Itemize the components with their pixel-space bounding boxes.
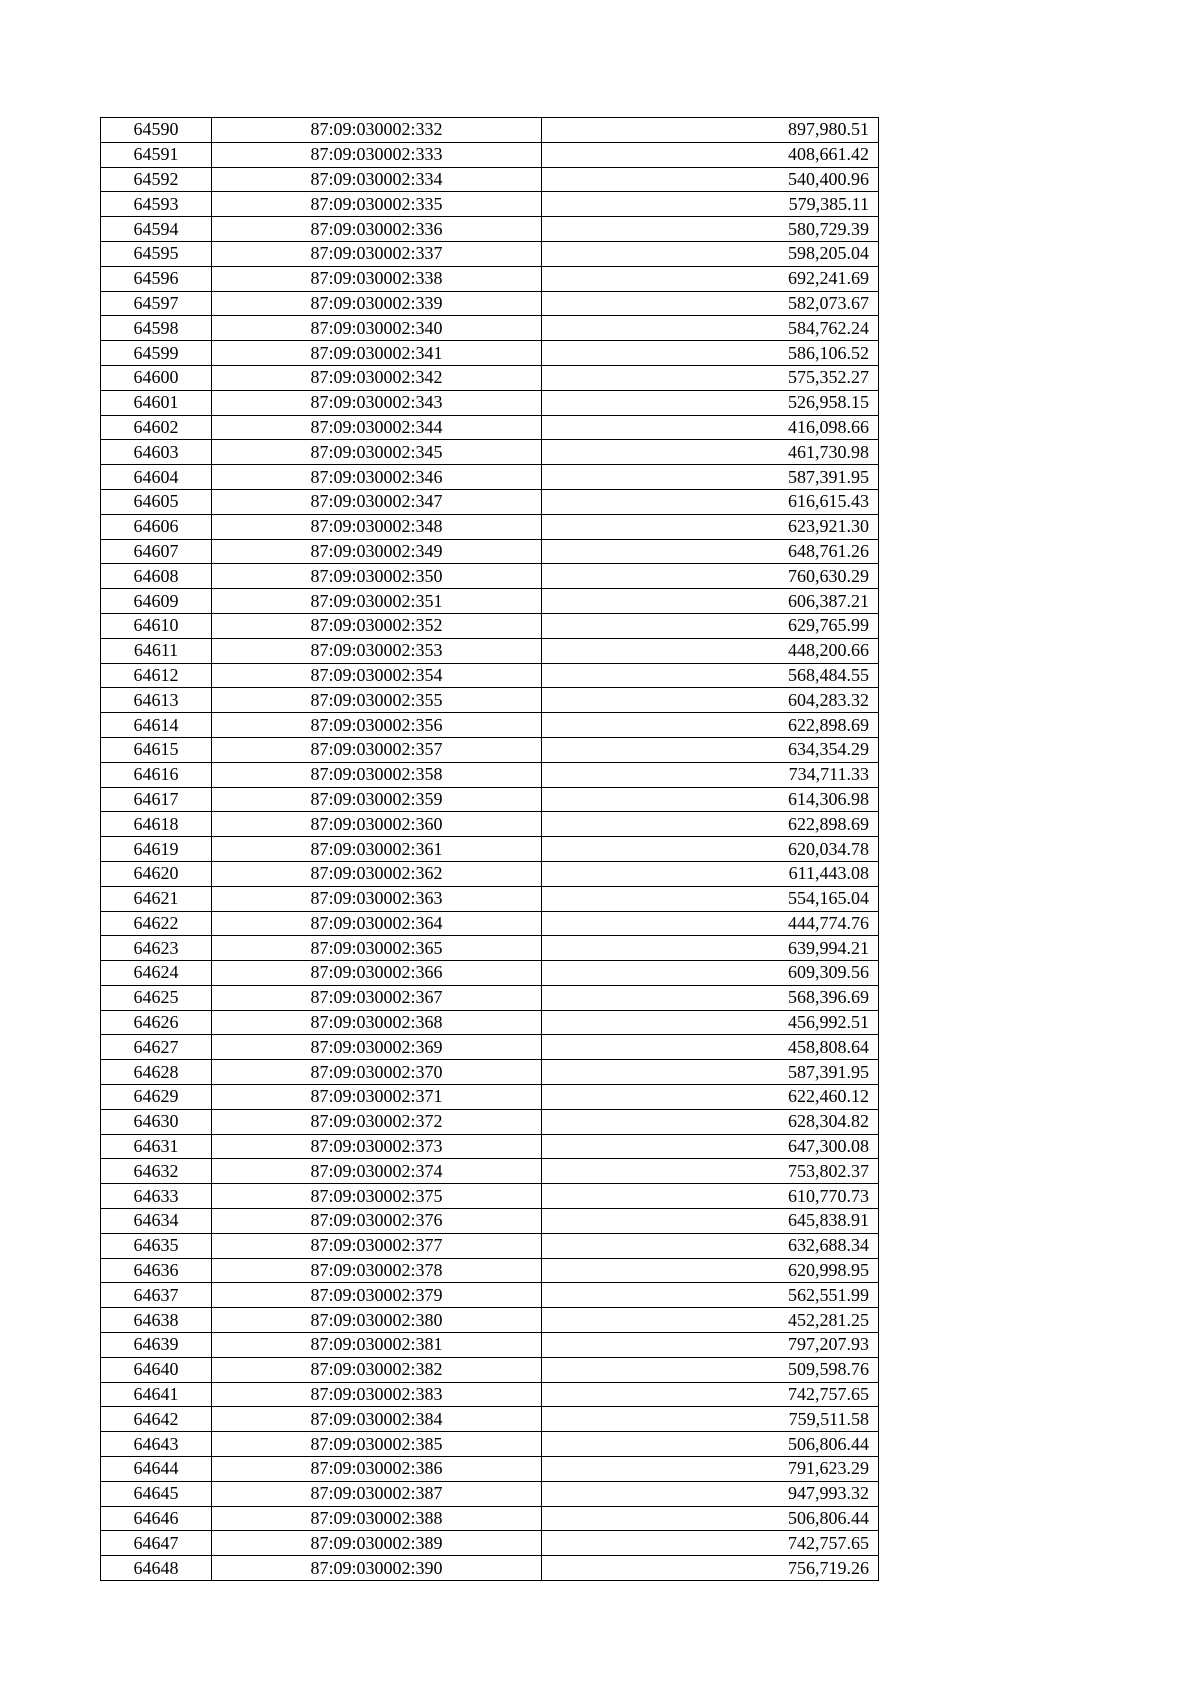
table-row [101,564,879,589]
value-cell: 639,994.21 [542,936,879,961]
table-row [101,440,879,465]
cadastral-number-cell: 87:09:030002:362 [212,861,542,886]
cadastral-number-cell: 87:09:030002:368 [212,1010,542,1035]
row-number-cell: 64601 [101,390,212,415]
row-number-cell: 64609 [101,589,212,614]
table-row [101,365,879,390]
value-cell: 742,757.65 [542,1382,879,1407]
table-row [101,291,879,316]
row-number-cell: 64619 [101,837,212,862]
table-row [101,1184,879,1209]
value-cell: 575,352.27 [542,365,879,390]
cadastral-number-cell: 87:09:030002:381 [212,1333,542,1358]
value-cell: 620,034.78 [542,837,879,862]
row-number-cell: 64604 [101,465,212,490]
value-cell: 622,898.69 [542,713,879,738]
cadastral-number-cell: 87:09:030002:354 [212,663,542,688]
value-cell: 540,400.96 [542,167,879,192]
row-number-cell: 64626 [101,1010,212,1035]
table-row [101,737,879,762]
table-row [101,1432,879,1457]
row-number-cell: 64647 [101,1531,212,1556]
cadastral-number-cell: 87:09:030002:371 [212,1085,542,1110]
cadastral-number-cell: 87:09:030002:382 [212,1357,542,1382]
value-cell: 506,806.44 [542,1432,879,1457]
row-number-cell: 64613 [101,688,212,713]
row-number-cell: 64643 [101,1432,212,1457]
cadastral-number-cell: 87:09:030002:352 [212,613,542,638]
value-cell: 753,802.37 [542,1159,879,1184]
row-number-cell: 64610 [101,613,212,638]
table-row [101,192,879,217]
table-row [101,787,879,812]
table-row [101,1258,879,1283]
cadastral-number-cell: 87:09:030002:386 [212,1457,542,1482]
table-row [101,1233,879,1258]
row-number-cell: 64603 [101,440,212,465]
row-number-cell: 64630 [101,1109,212,1134]
table-row [101,638,879,663]
value-cell: 734,711.33 [542,762,879,787]
cadastral-number-cell: 87:09:030002:363 [212,886,542,911]
cadastral-number-cell: 87:09:030002:389 [212,1531,542,1556]
row-number-cell: 64648 [101,1556,212,1581]
cadastral-number-cell: 87:09:030002:358 [212,762,542,787]
value-cell: 622,898.69 [542,812,879,837]
value-cell: 526,958.15 [542,390,879,415]
table-row [101,1556,879,1581]
cadastral-number-cell: 87:09:030002:339 [212,291,542,316]
table-row [101,762,879,787]
cadastral-number-cell: 87:09:030002:345 [212,440,542,465]
value-cell: 623,921.30 [542,514,879,539]
row-number-cell: 64620 [101,861,212,886]
row-number-cell: 64600 [101,365,212,390]
value-cell: 897,980.51 [542,118,879,143]
table-row [101,589,879,614]
row-number-cell: 64639 [101,1333,212,1358]
row-number-cell: 64621 [101,886,212,911]
table-row [101,390,879,415]
row-number-cell: 64635 [101,1233,212,1258]
row-number-cell: 64618 [101,812,212,837]
value-cell: 692,241.69 [542,266,879,291]
table-row [101,316,879,341]
cadastral-number-cell: 87:09:030002:376 [212,1209,542,1234]
cadastral-number-cell: 87:09:030002:383 [212,1382,542,1407]
cadastral-number-cell: 87:09:030002:375 [212,1184,542,1209]
value-cell: 760,630.29 [542,564,879,589]
value-cell: 647,300.08 [542,1134,879,1159]
cadastral-number-cell: 87:09:030002:361 [212,837,542,862]
cadastral-number-cell: 87:09:030002:346 [212,465,542,490]
table-row [101,241,879,266]
row-number-cell: 64612 [101,663,212,688]
row-number-cell: 64636 [101,1258,212,1283]
value-cell: 568,396.69 [542,985,879,1010]
value-cell: 610,770.73 [542,1184,879,1209]
row-number-cell: 64627 [101,1035,212,1060]
row-number-cell: 64628 [101,1060,212,1085]
row-number-cell: 64599 [101,341,212,366]
value-cell: 444,774.76 [542,911,879,936]
value-cell: 416,098.66 [542,415,879,440]
table-row [101,985,879,1010]
cadastral-number-cell: 87:09:030002:353 [212,638,542,663]
table-row [101,1506,879,1531]
value-cell: 797,207.93 [542,1333,879,1358]
table-row [101,514,879,539]
cadastral-number-cell: 87:09:030002:357 [212,737,542,762]
cadastral-number-cell: 87:09:030002:390 [212,1556,542,1581]
cadastral-number-cell: 87:09:030002:360 [212,812,542,837]
cadastral-number-cell: 87:09:030002:332 [212,118,542,143]
value-cell: 606,387.21 [542,589,879,614]
table-row [101,1010,879,1035]
cadastral-number-cell: 87:09:030002:350 [212,564,542,589]
value-cell: 509,598.76 [542,1357,879,1382]
row-number-cell: 64634 [101,1209,212,1234]
cadastral-number-cell: 87:09:030002:347 [212,489,542,514]
value-cell: 629,765.99 [542,613,879,638]
table-row [101,465,879,490]
table-row [101,1481,879,1506]
table-row [101,886,879,911]
value-cell: 408,661.42 [542,142,879,167]
table-row [101,911,879,936]
cadastral-number-cell: 87:09:030002:344 [212,415,542,440]
row-number-cell: 64596 [101,266,212,291]
row-number-cell: 64597 [101,291,212,316]
table-row [101,1060,879,1085]
row-number-cell: 64638 [101,1308,212,1333]
table-row [101,415,879,440]
table-row [101,1035,879,1060]
value-cell: 759,511.58 [542,1407,879,1432]
value-cell: 580,729.39 [542,217,879,242]
value-cell: 632,688.34 [542,1233,879,1258]
table-row [101,861,879,886]
row-number-cell: 64633 [101,1184,212,1209]
row-number-cell: 64592 [101,167,212,192]
value-cell: 620,998.95 [542,1258,879,1283]
table-row [101,1457,879,1482]
cadastral-number-cell: 87:09:030002:351 [212,589,542,614]
row-number-cell: 64598 [101,316,212,341]
cadastral-number-cell: 87:09:030002:342 [212,365,542,390]
value-cell: 609,309.56 [542,961,879,986]
table-row [101,812,879,837]
cadastral-number-cell: 87:09:030002:387 [212,1481,542,1506]
cadastral-number-cell: 87:09:030002:384 [212,1407,542,1432]
table-row [101,1407,879,1432]
value-cell: 448,200.66 [542,638,879,663]
value-cell: 616,615.43 [542,489,879,514]
cadastral-number-cell: 87:09:030002:333 [212,142,542,167]
table-row [101,118,879,143]
table-row [101,1308,879,1333]
table-row [101,663,879,688]
cadastral-number-cell: 87:09:030002:369 [212,1035,542,1060]
value-cell: 579,385.11 [542,192,879,217]
cadastral-number-cell: 87:09:030002:367 [212,985,542,1010]
value-cell: 947,993.32 [542,1481,879,1506]
row-number-cell: 64602 [101,415,212,440]
table-row [101,539,879,564]
table-row [101,1159,879,1184]
row-number-cell: 64641 [101,1382,212,1407]
cadastral-number-cell: 87:09:030002:380 [212,1308,542,1333]
row-number-cell: 64593 [101,192,212,217]
value-cell: 791,623.29 [542,1457,879,1482]
table-row [101,961,879,986]
cadastral-number-cell: 87:09:030002:385 [212,1432,542,1457]
cadastral-number-cell: 87:09:030002:355 [212,688,542,713]
value-cell: 584,762.24 [542,316,879,341]
cadastral-number-cell: 87:09:030002:338 [212,266,542,291]
row-number-cell: 64632 [101,1159,212,1184]
row-number-cell: 64595 [101,241,212,266]
value-cell: 756,719.26 [542,1556,879,1581]
value-cell: 554,165.04 [542,886,879,911]
value-cell: 614,306.98 [542,787,879,812]
table-row [101,1531,879,1556]
row-number-cell: 64606 [101,514,212,539]
value-cell: 458,808.64 [542,1035,879,1060]
value-cell: 568,484.55 [542,663,879,688]
cadastral-number-cell: 87:09:030002:377 [212,1233,542,1258]
value-cell: 456,992.51 [542,1010,879,1035]
cadastral-number-cell: 87:09:030002:343 [212,390,542,415]
table-row [101,217,879,242]
cadastral-number-cell: 87:09:030002:373 [212,1134,542,1159]
value-cell: 598,205.04 [542,241,879,266]
table-row [101,1085,879,1110]
row-number-cell: 64605 [101,489,212,514]
cadastral-number-cell: 87:09:030002:356 [212,713,542,738]
row-number-cell: 64623 [101,936,212,961]
row-number-cell: 64640 [101,1357,212,1382]
value-cell: 562,551.99 [542,1283,879,1308]
table-row [101,266,879,291]
row-number-cell: 64624 [101,961,212,986]
table-row [101,713,879,738]
value-cell: 611,443.08 [542,861,879,886]
value-cell: 586,106.52 [542,341,879,366]
value-cell: 742,757.65 [542,1531,879,1556]
row-number-cell: 64591 [101,142,212,167]
value-cell: 645,838.91 [542,1209,879,1234]
value-cell: 634,354.29 [542,737,879,762]
row-number-cell: 64646 [101,1506,212,1531]
table-body [101,118,879,1581]
row-number-cell: 64642 [101,1407,212,1432]
row-number-cell: 64617 [101,787,212,812]
value-cell: 628,304.82 [542,1109,879,1134]
row-number-cell: 64608 [101,564,212,589]
table-row [101,142,879,167]
cadastral-number-cell: 87:09:030002:348 [212,514,542,539]
table-row [101,1333,879,1358]
cadastral-number-cell: 87:09:030002:365 [212,936,542,961]
table-row [101,1109,879,1134]
cadastral-number-cell: 87:09:030002:335 [212,192,542,217]
value-cell: 452,281.25 [542,1308,879,1333]
table-row [101,936,879,961]
cadastral-value-table [100,117,879,1581]
table-row [101,837,879,862]
row-number-cell: 64611 [101,638,212,663]
row-number-cell: 64625 [101,985,212,1010]
row-number-cell: 64607 [101,539,212,564]
row-number-cell: 64590 [101,118,212,143]
cadastral-number-cell: 87:09:030002:388 [212,1506,542,1531]
table-row [101,167,879,192]
value-cell: 587,391.95 [542,465,879,490]
cadastral-number-cell: 87:09:030002:359 [212,787,542,812]
cadastral-number-cell: 87:09:030002:336 [212,217,542,242]
row-number-cell: 64594 [101,217,212,242]
row-number-cell: 64637 [101,1283,212,1308]
row-number-cell: 64622 [101,911,212,936]
table-row [101,1134,879,1159]
value-cell: 587,391.95 [542,1060,879,1085]
table-row [101,688,879,713]
row-number-cell: 64614 [101,713,212,738]
row-number-cell: 64644 [101,1457,212,1482]
value-cell: 506,806.44 [542,1506,879,1531]
cadastral-number-cell: 87:09:030002:374 [212,1159,542,1184]
table-row [101,613,879,638]
value-cell: 461,730.98 [542,440,879,465]
cadastral-number-cell: 87:09:030002:372 [212,1109,542,1134]
cadastral-number-cell: 87:09:030002:340 [212,316,542,341]
table-row [101,1283,879,1308]
cadastral-number-cell: 87:09:030002:334 [212,167,542,192]
row-number-cell: 64645 [101,1481,212,1506]
value-cell: 582,073.67 [542,291,879,316]
row-number-cell: 64629 [101,1085,212,1110]
cadastral-number-cell: 87:09:030002:379 [212,1283,542,1308]
table-row [101,1209,879,1234]
table-row [101,341,879,366]
cadastral-number-cell: 87:09:030002:349 [212,539,542,564]
value-cell: 604,283.32 [542,688,879,713]
cadastral-number-cell: 87:09:030002:366 [212,961,542,986]
row-number-cell: 64615 [101,737,212,762]
value-cell: 648,761.26 [542,539,879,564]
value-cell: 622,460.12 [542,1085,879,1110]
cadastral-number-cell: 87:09:030002:341 [212,341,542,366]
table-row [101,489,879,514]
cadastral-number-cell: 87:09:030002:370 [212,1060,542,1085]
row-number-cell: 64631 [101,1134,212,1159]
cadastral-number-cell: 87:09:030002:364 [212,911,542,936]
row-number-cell: 64616 [101,762,212,787]
table-row [101,1357,879,1382]
table-row [101,1382,879,1407]
cadastral-number-cell: 87:09:030002:337 [212,241,542,266]
cadastral-number-cell: 87:09:030002:378 [212,1258,542,1283]
